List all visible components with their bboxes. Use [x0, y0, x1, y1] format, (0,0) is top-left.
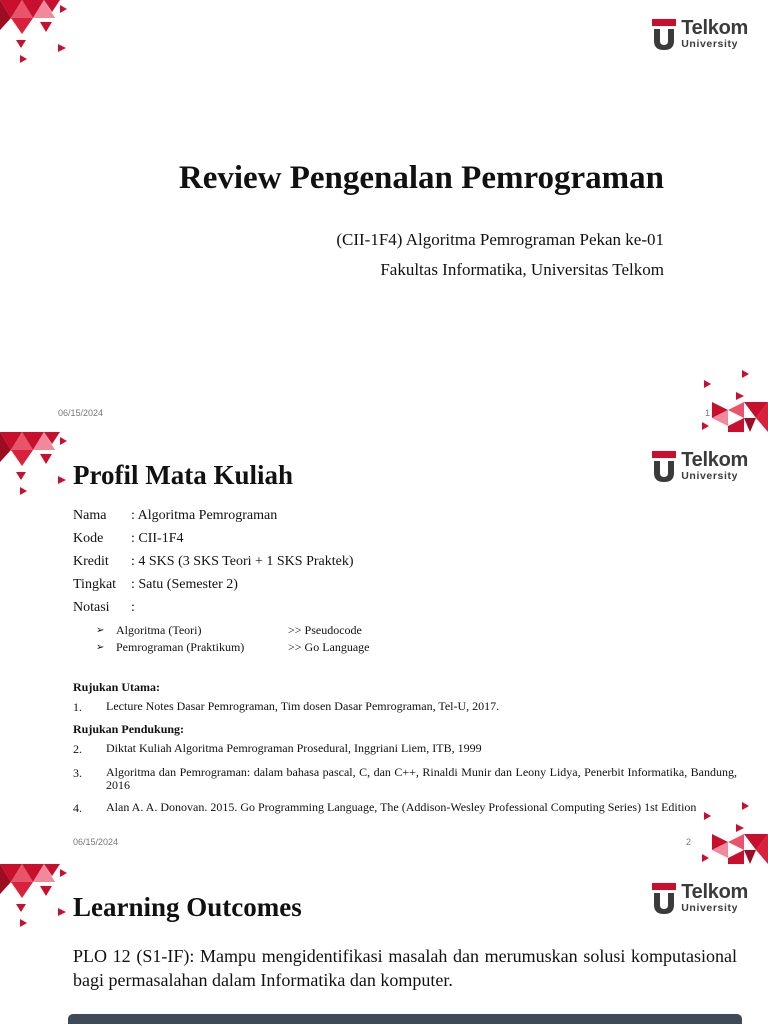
notasi-value: >> Pseudocode — [288, 623, 362, 637]
triangle-pattern-bottom-right — [698, 366, 768, 432]
ref-number: 4. — [73, 801, 82, 815]
ref-number: 3. — [73, 766, 82, 780]
ref-text: Alan A. A. Donovan. 2015. Go Programming Language, The (Addison-Wesley Professional Computing Series) 1st Edition — [106, 800, 697, 814]
telkom-university-logo — [651, 17, 748, 51]
slide-date: 06/15/2024 — [58, 408, 104, 418]
field-value: : — [131, 600, 135, 615]
slide-page-number: 1 — [705, 408, 711, 418]
field-row-kode — [73, 531, 354, 554]
list-item — [96, 639, 370, 656]
references — [73, 680, 737, 816]
slide-title: Profil Mata Kuliah — [73, 460, 293, 490]
list-item — [73, 700, 737, 715]
ref-number: 1. — [73, 700, 82, 714]
list-item — [73, 766, 737, 792]
ref-text: Algoritma dan Pemrograman: dalam bahasa pascal, C, dan C++, Rinaldi Munir dan Leony Lidya, Penerbit Informatika, Bandung, 2016 — [106, 765, 737, 792]
notasi-list — [96, 622, 370, 656]
arrow-bullet-icon: ➢ — [96, 642, 105, 653]
triangle-pattern-top-left — [0, 0, 80, 70]
field-value: : CII-1F4 — [131, 531, 184, 546]
ref-text: Lecture Notes Dasar Pemrograman, Tim dosen Dasar Pemrograman, Tel-U, 2017. — [106, 699, 500, 713]
slide-2 — [0, 432, 768, 864]
field-key: Notasi — [73, 600, 110, 615]
telkom-university-logo — [651, 881, 748, 915]
slide-title: Learning Outcomes — [73, 892, 302, 922]
slide-1 — [0, 0, 768, 432]
arrow-bullet-icon: ➢ — [96, 625, 105, 636]
triangle-pattern-top-left — [0, 864, 80, 934]
field-value: : 4 SKS (3 SKS Teori + 1 SKS Praktek) — [131, 554, 354, 569]
field-row-notasi — [73, 600, 354, 623]
logo-brand-name: Telkom — [681, 17, 748, 40]
ref-text: Diktat Kuliah Algoritma Pemrograman Prosedural, Inggriani Liem, ITB, 1999 — [106, 741, 482, 755]
field-key: Kredit — [73, 554, 109, 569]
notasi-label: Algoritma (Teori) — [116, 623, 202, 637]
slide-title: Review Pengenalan Pemrograman — [178, 160, 664, 196]
rujukan-utama-heading: Rujukan Utama: — [73, 680, 161, 694]
logo-brand-sub: University — [681, 38, 739, 51]
notasi-label: Pemrograman (Praktikum) — [116, 640, 245, 654]
telkom-logo-icon — [651, 881, 677, 915]
slide-date: 06/15/2024 — [73, 837, 119, 847]
content-box — [68, 1014, 742, 1024]
field-value: : Algoritma Pemrograman — [131, 508, 278, 523]
slide-page-number: 2 — [686, 837, 692, 847]
slide-subtitle-course: (CII-1F4) Algoritma Pemrograman Pekan ke-01 — [336, 230, 664, 249]
notasi-value: >> Go Language — [288, 640, 370, 654]
list-item — [73, 801, 737, 816]
logo-brand-sub: University — [681, 902, 739, 915]
field-row-tingkat — [73, 577, 354, 600]
ref-number: 2. — [73, 742, 82, 756]
slide-subtitle-faculty: Fakultas Informatika, Universitas Telkom — [380, 260, 664, 279]
list-item — [96, 622, 370, 639]
rujukan-pendukung-heading: Rujukan Pendukung: — [73, 722, 185, 736]
slide-3 — [0, 864, 768, 1024]
field-key: Nama — [73, 508, 107, 523]
telkom-university-logo — [651, 449, 748, 483]
list-item — [73, 742, 737, 757]
field-value: : Satu (Semester 2) — [131, 577, 238, 592]
logo-brand-sub: University — [681, 470, 739, 483]
field-key: Kode — [73, 531, 104, 546]
field-row-kredit — [73, 554, 354, 577]
triangle-pattern-top-left — [0, 432, 80, 502]
logo-brand-name: Telkom — [681, 881, 748, 904]
field-key: Tingkat — [73, 577, 117, 592]
triangle-pattern-bottom-right — [698, 798, 768, 864]
course-profile-fields — [73, 508, 354, 623]
field-row-nama — [73, 508, 354, 531]
plo-statement: PLO 12 (S1-IF): Mampu mengidentifikasi masalah dan merumuskan solusi komputasional bagi permasalahan dalam Informatika dan komputer. — [73, 946, 737, 990]
telkom-logo-icon — [651, 17, 677, 51]
telkom-logo-icon — [651, 449, 677, 483]
logo-brand-name: Telkom — [681, 449, 748, 472]
